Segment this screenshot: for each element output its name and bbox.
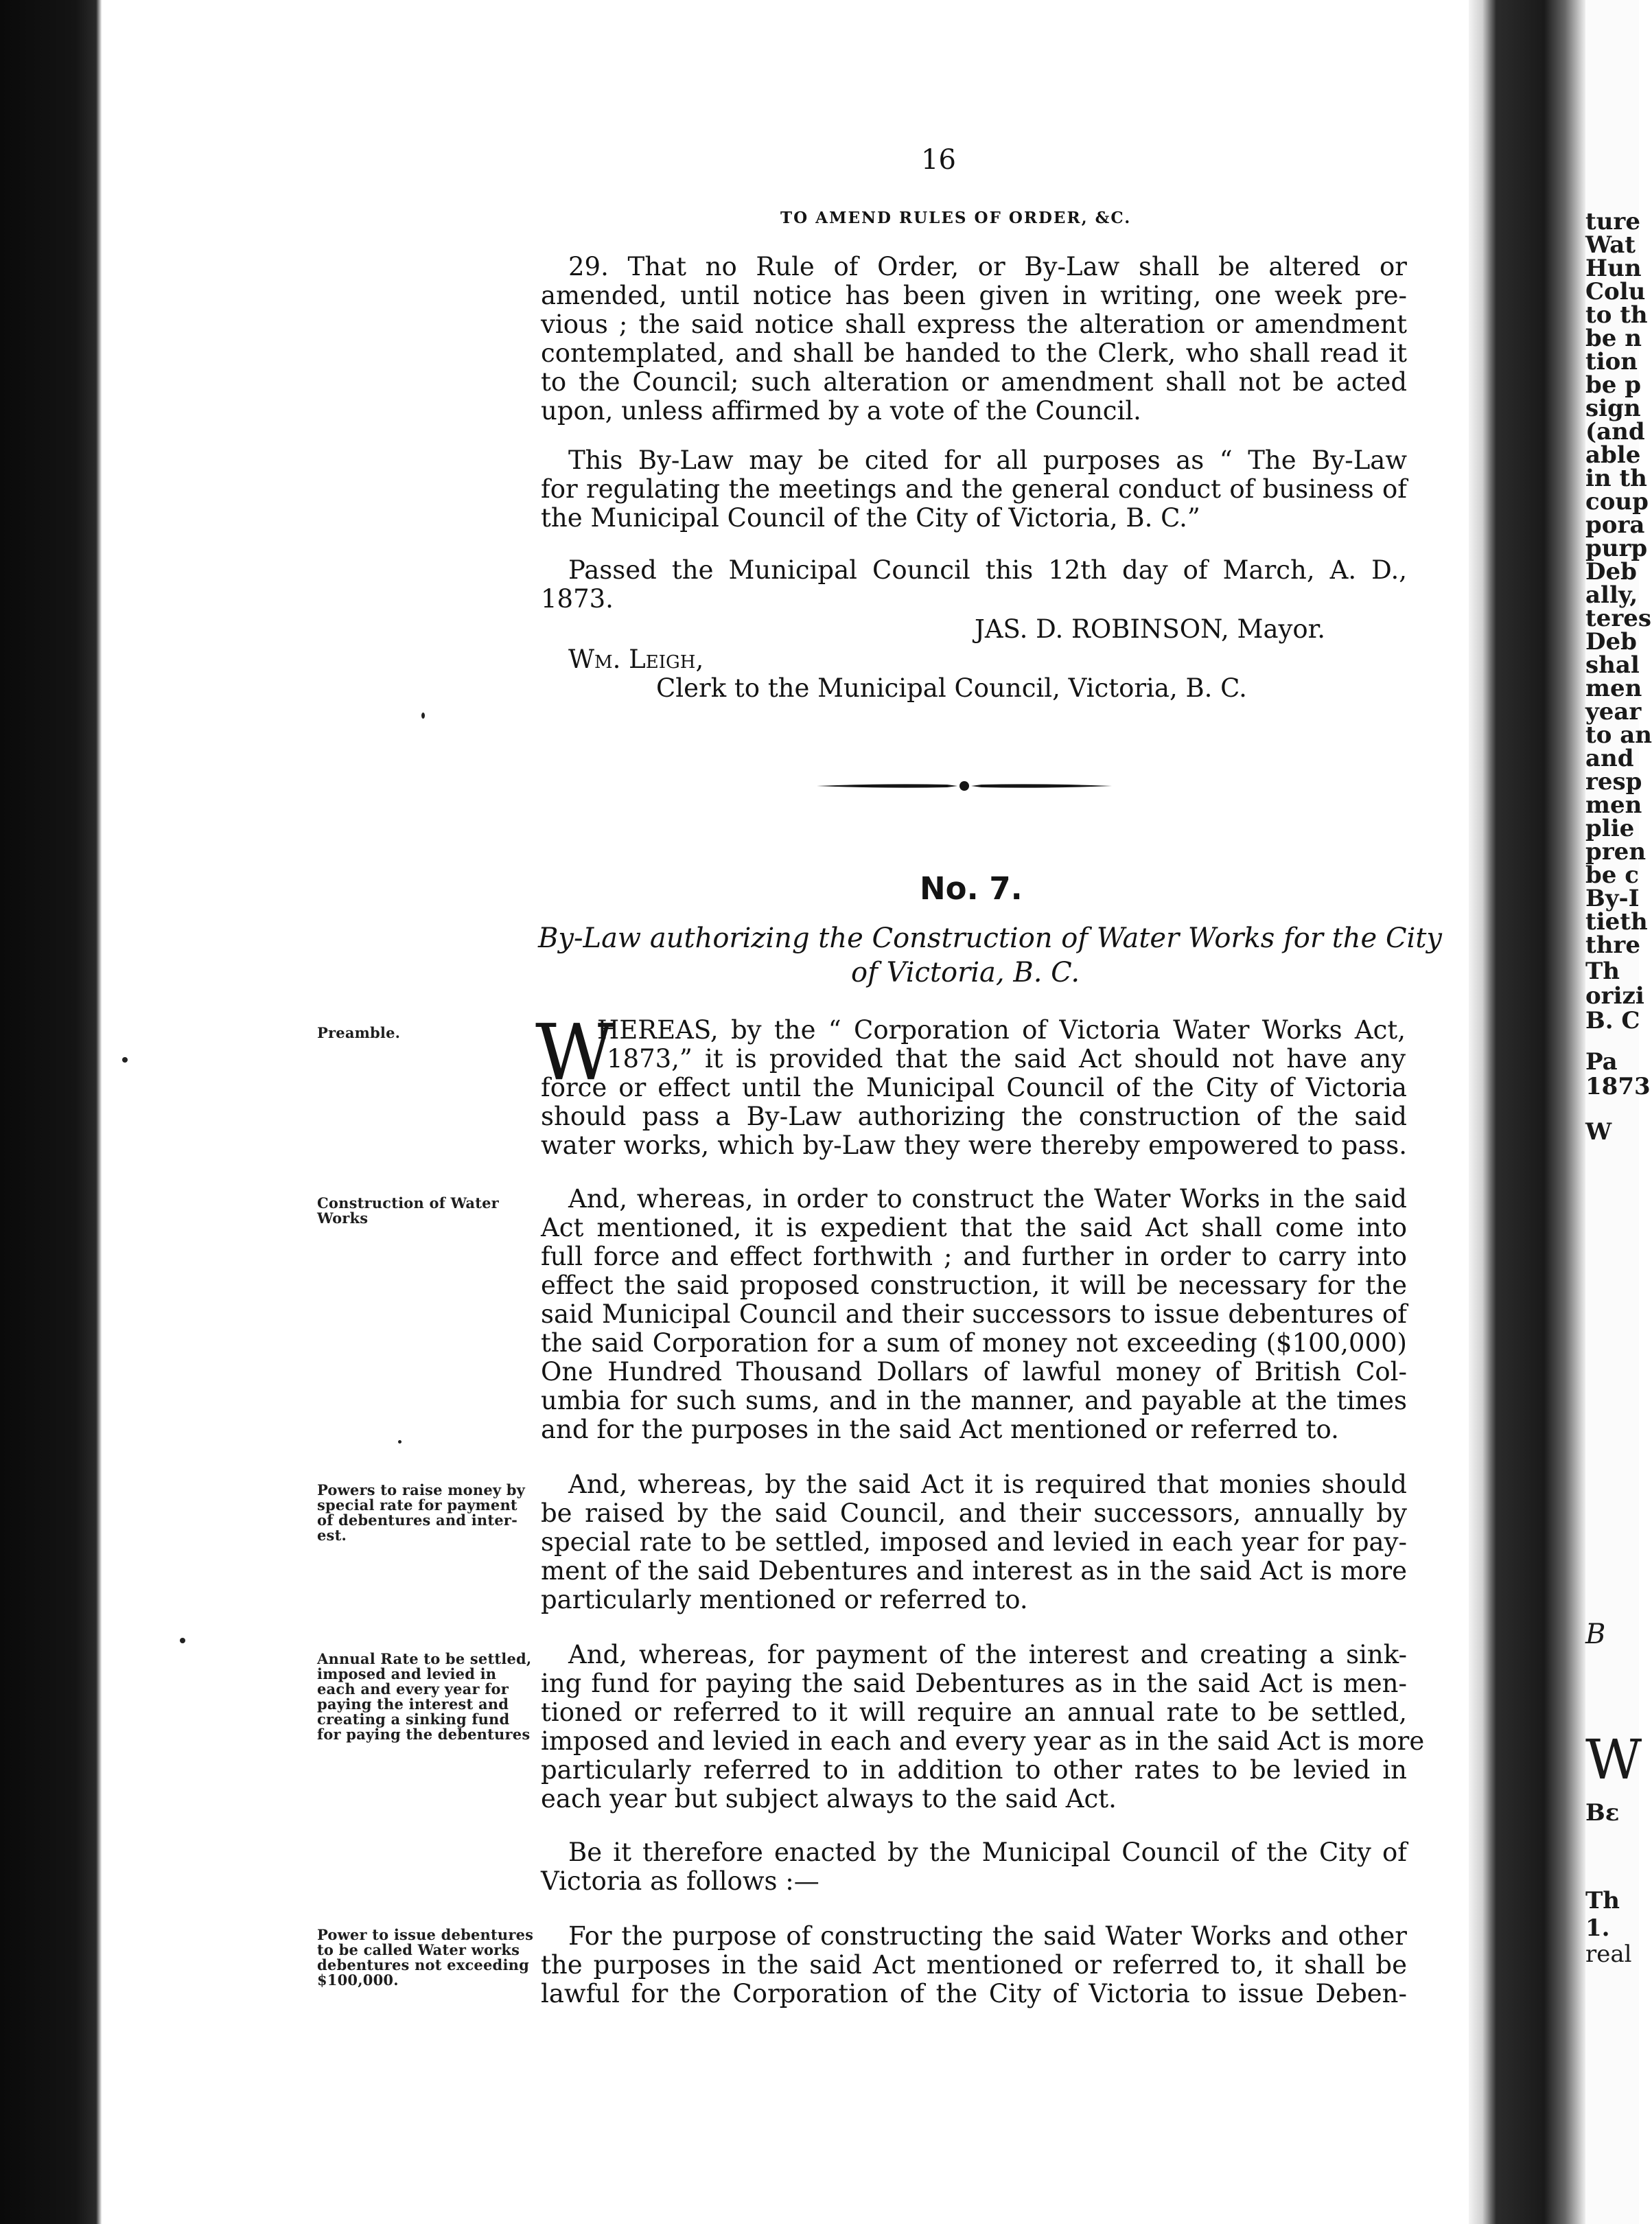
facing-line: real: [1585, 1941, 1632, 1968]
drop-cap: W: [535, 1008, 615, 1098]
text-line: And, whereas, in order to construct the Water Works in the said: [568, 1184, 1407, 1214]
facing-line: be p: [1585, 371, 1642, 399]
facing-line: ture: [1585, 208, 1640, 235]
text-line: tioned or referred to it will require an annual rate to be settled,: [541, 1698, 1407, 1727]
facing-line: be n: [1585, 325, 1642, 352]
margin-note-line: paying the interest and: [317, 1695, 509, 1713]
facing-line: men: [1585, 675, 1642, 702]
facing-line: ally,: [1585, 581, 1638, 609]
facing-line: year: [1585, 698, 1642, 726]
margin-note-line: for paying the debentures: [317, 1726, 531, 1743]
margin-note-line: to be called Water works: [317, 1941, 520, 1958]
text-line: the said Corporation for a sum of money not exceeding ($100,000): [541, 1328, 1407, 1358]
facing-line: By-I: [1585, 885, 1640, 912]
speck: [122, 1057, 128, 1063]
bylaw-number: No. 7.: [920, 870, 1023, 907]
text-line: For the purpose of constructing the said Water Works and other: [568, 1921, 1407, 1951]
text-line: 29. That no Rule of Order, or By-Law shall be altered or: [568, 252, 1407, 281]
facing-line: teres: [1585, 605, 1652, 632]
text-line: ment of the said Debentures and interest as in the said Act is more: [541, 1556, 1407, 1586]
facing-line: resp: [1585, 768, 1642, 796]
text-line: Act mentioned, it is expedient that the said Act shall come into: [541, 1213, 1407, 1242]
text-line: the Municipal Council of the City of Victoria, B. C.”: [541, 503, 1200, 533]
margin-note-issue: [317, 1927, 535, 1988]
facing-line: Th: [1585, 958, 1620, 985]
facing-line: Bε: [1585, 1799, 1620, 1827]
facing-line: orizi: [1585, 982, 1644, 1010]
facing-line: able: [1585, 441, 1641, 469]
page-number: 16: [921, 144, 956, 176]
text-line: for regulating the meetings and the general conduct of business of: [541, 474, 1407, 504]
text-line: be raised by the said Council, and their successors, annually by: [541, 1498, 1407, 1528]
text-line: HEREAS, by the “ Corporation of Victoria Water Works Act,: [597, 1015, 1406, 1045]
facing-line: 1873: [1585, 1073, 1651, 1100]
facing-line: 1.: [1585, 1914, 1610, 1942]
text-line: effect the said proposed construction, it will be necessary for the: [541, 1271, 1407, 1300]
text-line: Be it therefore enacted by the Municipal Council of the City of: [568, 1838, 1407, 1867]
facing-line: Deb: [1585, 628, 1637, 656]
facing-line: pora: [1585, 511, 1645, 539]
section-heading: TO AMEND RULES OF ORDER, &C.: [780, 209, 1132, 227]
text-line: to the Council; such alteration or amendment shall not be acted: [541, 367, 1407, 397]
text-line: Victoria as follows :—: [541, 1866, 819, 1896]
facing-line: Hun: [1585, 255, 1642, 282]
facing-line: coup: [1585, 488, 1649, 516]
margin-note-line: creating a sinking fund: [317, 1711, 510, 1728]
margin-note-line: Powers to raise money by: [317, 1481, 526, 1498]
text-line: water works, which by-Law they were thereby empowered to pass.: [541, 1131, 1407, 1160]
margin-note-construction: [317, 1196, 535, 1226]
facing-page-fragment: [1585, 0, 1652, 2224]
margin-note-powers: [317, 1483, 535, 1543]
margin-note-preamble: [317, 1026, 535, 1041]
text-line: contemplated, and shall be handed to the Clerk, who shall read it: [541, 338, 1407, 368]
facing-line: be c: [1585, 861, 1639, 889]
margin-note-line: special rate for payment: [317, 1496, 517, 1514]
facing-line: (and: [1585, 418, 1645, 445]
facing-line: B: [1585, 1619, 1606, 1650]
text-line: force or effect until the Municipal Council of the City of Victoria: [541, 1073, 1407, 1102]
text-line: said Municipal Council and their successors to issue debentures of: [541, 1299, 1407, 1329]
facing-line: Wat: [1585, 231, 1636, 259]
mayor-signature: JAS. D. ROBINSON, Mayor.: [975, 614, 1326, 644]
text-line: imposed and levied in each and every year as in the said Act is more: [541, 1726, 1425, 1756]
text-line: and for the purposes in the said Act mentioned or referred to.: [541, 1415, 1339, 1444]
text-line: particularly mentioned or referred to.: [541, 1585, 1028, 1614]
clerk-name: Wm. Leigh,: [568, 645, 704, 674]
facing-line: and: [1585, 745, 1634, 772]
text-line: special rate to be settled, imposed and levied in each year for pay-: [541, 1527, 1407, 1557]
facing-line: Colu: [1585, 278, 1646, 305]
facing-line: Pa: [1585, 1048, 1618, 1076]
clerk-title: Clerk to the Municipal Council, Victoria, B. C.: [656, 673, 1247, 703]
bylaw-title-line: By-Law authorizing the Construction of Water Works for the City: [538, 923, 1443, 954]
margin-note-line: Preamble.: [317, 1024, 401, 1041]
margin-note-line: Construction of Water: [317, 1194, 499, 1212]
facing-line: purp: [1585, 535, 1648, 562]
text-line: vious ; the said notice shall express the alteration or amendment: [541, 310, 1407, 339]
text-line: One Hundred Thousand Dollars of lawful money of British Col-: [541, 1357, 1407, 1387]
margin-note-line: of debentures and inter-: [317, 1511, 517, 1529]
speck: [421, 713, 425, 719]
margin-note-line: $100,000.: [317, 1971, 399, 1989]
facing-line: Deb: [1585, 558, 1637, 586]
text-line: umbia for such sums, and in the manner, and payable at the times: [541, 1386, 1407, 1415]
margin-note-annual-rate: [317, 1652, 535, 1742]
facing-line: to th: [1585, 301, 1648, 329]
facing-line: men: [1585, 791, 1642, 819]
margin-note-line: debentures not exceeding: [317, 1956, 529, 1973]
facing-line: pren: [1585, 838, 1647, 866]
passed-date-line: Passed the Municipal Council this 12th day of March, A. D.,: [568, 555, 1407, 585]
facing-line: tion: [1585, 348, 1638, 375]
text-line: the purposes in the said Act mentioned or referred to, it shall be: [541, 1950, 1407, 1980]
facing-line: tieth: [1585, 908, 1648, 936]
book-gutter: [1469, 0, 1585, 2224]
facing-line: W: [1585, 1118, 1612, 1146]
margin-note-line: Power to issue debentures: [317, 1926, 534, 1943]
margin-note-line: imposed and levied in: [317, 1665, 497, 1682]
text-line: And, whereas, by the said Act it is required that monies should: [568, 1470, 1407, 1499]
bylaw-title-line: of Victoria, B. C.: [851, 957, 1080, 988]
text-line: ing fund for paying the said Debentures as in the said Act is men-: [541, 1669, 1407, 1698]
facing-line: sign: [1585, 395, 1641, 422]
facing-line: B. C: [1585, 1007, 1640, 1034]
speck: [180, 1638, 185, 1643]
text-line: lawful for the Corporation of the City of Victoria to issue Deben-: [541, 1979, 1407, 2008]
text-line: particularly referred to in addition to other rates to be levied in: [541, 1755, 1407, 1785]
text-line: should pass a By-Law authorizing the construction of the said: [541, 1102, 1407, 1131]
facing-line: thre: [1585, 931, 1640, 959]
facing-line: to an: [1585, 721, 1652, 749]
margin-note-line: Annual Rate to be settled,: [317, 1650, 532, 1667]
margin-note-line: est.: [317, 1527, 347, 1544]
facing-line: in th: [1585, 465, 1647, 492]
facing-line: Th: [1585, 1887, 1620, 1914]
facing-line: W: [1585, 1728, 1642, 1792]
scanner-edge: [0, 0, 102, 2224]
margin-note-line: each and every year for: [317, 1680, 509, 1698]
text-line: each year but subject always to the said Act.: [541, 1784, 1117, 1814]
margin-note-line: Works: [317, 1209, 369, 1227]
text-line: And, whereas, for payment of the interest and creating a sink-: [568, 1640, 1407, 1669]
text-line: amended, until notice has been given in writing, one week pre-: [541, 281, 1407, 310]
ornamental-divider: [817, 774, 1112, 798]
text-line: full force and effect forthwith ; and further in order to carry into: [541, 1242, 1407, 1271]
passed-year: 1873.: [541, 584, 614, 614]
facing-line: plie: [1585, 815, 1635, 842]
text-line: upon, unless affirmed by a vote of the Council.: [541, 396, 1141, 426]
facing-line: shal: [1585, 651, 1640, 679]
speck: [398, 1440, 402, 1444]
text-line: 1873,” it is provided that the said Act should not have any: [607, 1044, 1406, 1074]
text-line: This By-Law may be cited for all purposes as “ The By-Law: [568, 445, 1407, 475]
